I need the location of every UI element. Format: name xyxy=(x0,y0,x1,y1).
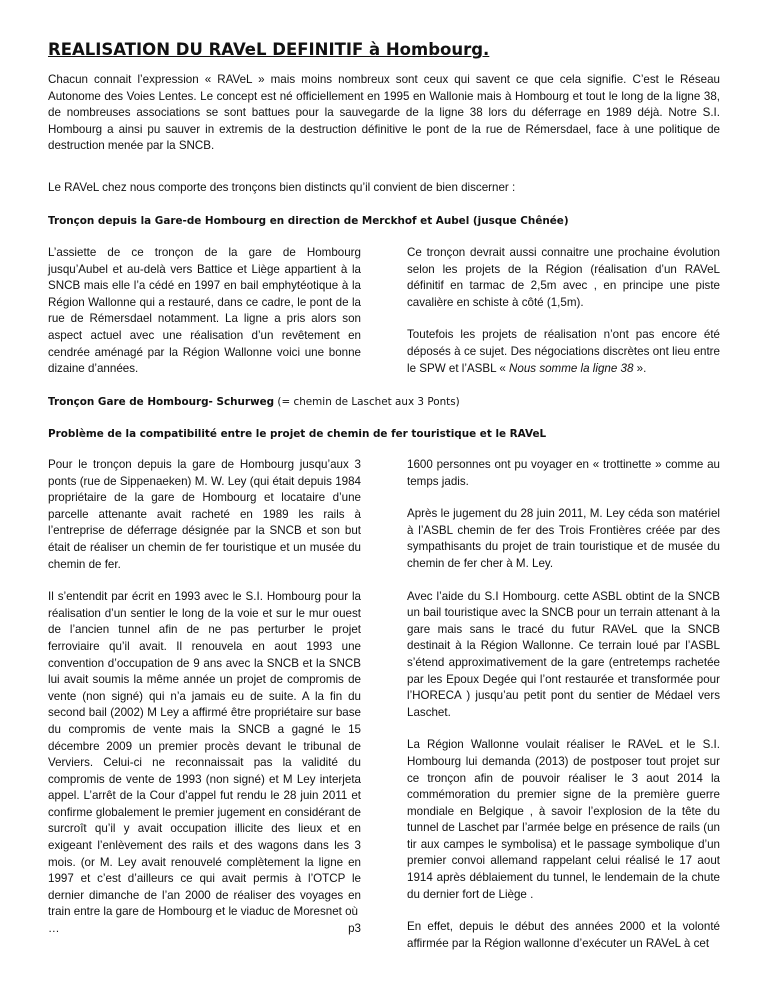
section-1-right-paragraph-2-text-b: ». xyxy=(633,361,647,375)
section-1-left-paragraph: L’assiette de ce tronçon de la gare de Hombourg jusqu’Aubel et au-delà vers Battice et Liège appartient à la SNCB mais elle l’a cédé en 1997 en bail emphytéotique à la Région Wallonne qui a restauré, dans ce cadre, le pont de la rue de Rémersdael notamment. La ligne a pris alors son aspect actuel avec une réalisation d’un revêtement en cendrée aménagé par la Région Wallonne voici une bonne dizaine d’années. xyxy=(48,246,361,376)
page-continuation xyxy=(48,921,361,938)
intro-paragraph: Chacun connait l’expression « RAVeL » mais moins nombreux sont ceux qui savent ce que cela signifie. C’est le Réseau Autonome des Voies Lentes. Le concept est né officiellement en 1995 en Wallonie mais à Hombourg et tout le long de la ligne 38, de nombreuses associations se sont battues pour la sauvegarde de la ligne 38 lors du déferrage en 1989 déjà. Notre S.I. Hombourg a ainsi pu sauver in extremis de la destruction définitive le pont de la rue de Rémersdael, face à une politique de destruction menée par la SNCB. xyxy=(48,73,720,153)
section-1-heading: Tronçon depuis la Gare-de Hombourg en direction de Merckhof et Aubel (jusque Chênée) xyxy=(48,215,569,227)
continuation-ellipsis: … xyxy=(48,922,60,936)
section-1-right-column xyxy=(407,245,720,377)
section-2-heading xyxy=(48,396,728,408)
section-3-right-paragraph-1: 1600 personnes ont pu voyager en « trottinette » comme au temps jadis. xyxy=(407,458,720,488)
section-3-heading: Problème de la compatibilité entre le projet de chemin de fer touristique et le RAVeL xyxy=(48,428,547,440)
section-3-right-paragraph-3: Avec l’aide du S.I Hombourg. cette ASBL obtint de la SNCB un bail touristique avec la SNCB pour un terrain attenant à la gare mais sans le tracé du futur RAVeL que la SNCB destinait à la Région Wallonne. Ce terrain loué par l’ASBL s’étend approximativement de la gare (entretemps rachetée par les Epoux Degée qui l’ont restaurée et transformée pour l’HORECA ) jusqu’au petit pont du sentier de Médael vers Laschet. xyxy=(407,589,720,719)
section-3-left-paragraph-2: Il s’entendit par écrit en 1993 avec le S.I. Hombourg pour la réalisation d’un sentier le long de la voie et sur le mur ouest de l’ancien tunnel afin de ne pas perturber le projet ferroviaire qu’il avait. Il renouvela en aout 1993 une convention d’occupation de 9 ans avec la SNCB et la SNCB lui avait soumis la même année un projet de compromis de vente (non signé) qui n’a jamais eu de suite. A la fin du second bail (2002) M Ley a affirmé être propriétaire sur base du compromis de vente mais la SNCB a gagné le 15 décembre 2009 un premier procès devant le tribunal de Verviers. Celui-ci ne reconnaissait pas la validité du compromis de vente de 1993 (non signé) et M Ley interjeta appel. L’arrêt de la Cour d’appel fut rendu le 28 juin 2011 et confirme globalement le premier jugement en considérant de surcroît qu’il y avait occupation illicite des lieux et en exigeant l’enlèvement des rails et des wagons dans les 3 mois. (or M. Ley avait renouvelé complètement la ligne en 1997 et c’est d’ailleurs ce qui avait permis à l’OTCP le dernier dimanche de l’an 2000 de réaliser des voyages en train entre la gare de Hombourg et le viaduc de Moresnet où xyxy=(48,590,361,919)
section-3-left-column xyxy=(48,457,361,938)
intro-subparagraph: Le RAVeL chez nous comporte des tronçons bien distincts qu’il convient de bien discerner : xyxy=(48,181,516,194)
page-reference: p3 xyxy=(348,922,361,936)
section-3-right-paragraph-2: Après le jugement du 28 juin 2011, M. Ley céda son matériel à l’ASBL chemin de fer des Trois Frontières créée par des sympathisants du projet de train touristique et de musée du chemin de fer cher à M. Ley. xyxy=(407,507,720,570)
section-3-right-paragraph-4: La Région Wallonne voulait réaliser le RAVeL et le S.I. Hombourg lui demanda (2013) de postposer tout projet sur ce tronçon afin de pouvoir réaliser le 3 aout 2014 la commémoration du premier signe de la première guerre mondiale en Belgique , à savoir l’explosion de la tête du tunnel de Laschet par l’armée belge en présence de rails (un tir aux campes le symbolisa) et le passage symbolique d’un premier convoi allemand rappelant celui réalisé le 17 aout 1914 après déblaiement du tunnel, le lendemain de la chute du dernier fort de Liège . xyxy=(407,738,720,901)
section-1-left-column xyxy=(48,245,361,378)
section-3-right-paragraph-5: En effet, depuis le début des années 2000 et la volonté affirmée par la Région wallonne d’exécuter un RAVeL à cet xyxy=(407,920,720,950)
section-2-heading-bold: Tronçon Gare de Hombourg- Schurweg xyxy=(48,396,275,408)
section-2-heading-normal: (= chemin de Laschet aux 3 Ponts) xyxy=(274,396,460,408)
section-1-right-paragraph-2-text-a: Toutefois les projets de réalisation n’ont pas encore été déposés à ce sujet. Des négociations discrètes ont lieu entre le SPW et l’ASBL « xyxy=(407,328,720,375)
section-3-right-column xyxy=(407,457,720,952)
section-1-right-paragraph-1: Ce tronçon devrait aussi connaitre une prochaine évolution selon les projets de la Région (réalisation d’un RAVeL définitif en tarmac de 2,5m avec , en principe une piste cavalière en schiste à côté (1,5m). xyxy=(407,246,720,309)
section-3-left-paragraph-1: Pour le tronçon depuis la gare de Hombourg jusqu’aux 3 ponts (rue de Sippenaeken) M. W. Ley (qui était depuis 1984 propriétaire de la gare de Hombourg et locataire d’une parcelle attenante avait racheté en 1989 les rails à l’entreprise de déferrage désignée par la SNCB et son but était de réaliser un chemin de fer touristique et un musée du chemin de fer. xyxy=(48,458,361,571)
section-1-right-paragraph-2 xyxy=(407,327,720,377)
page-title: REALISATION DU RAVeL DEFINITIF à Hombourg. xyxy=(48,40,490,59)
section-1-right-paragraph-2-emphasis: Nous somme la ligne 38 xyxy=(509,361,634,375)
